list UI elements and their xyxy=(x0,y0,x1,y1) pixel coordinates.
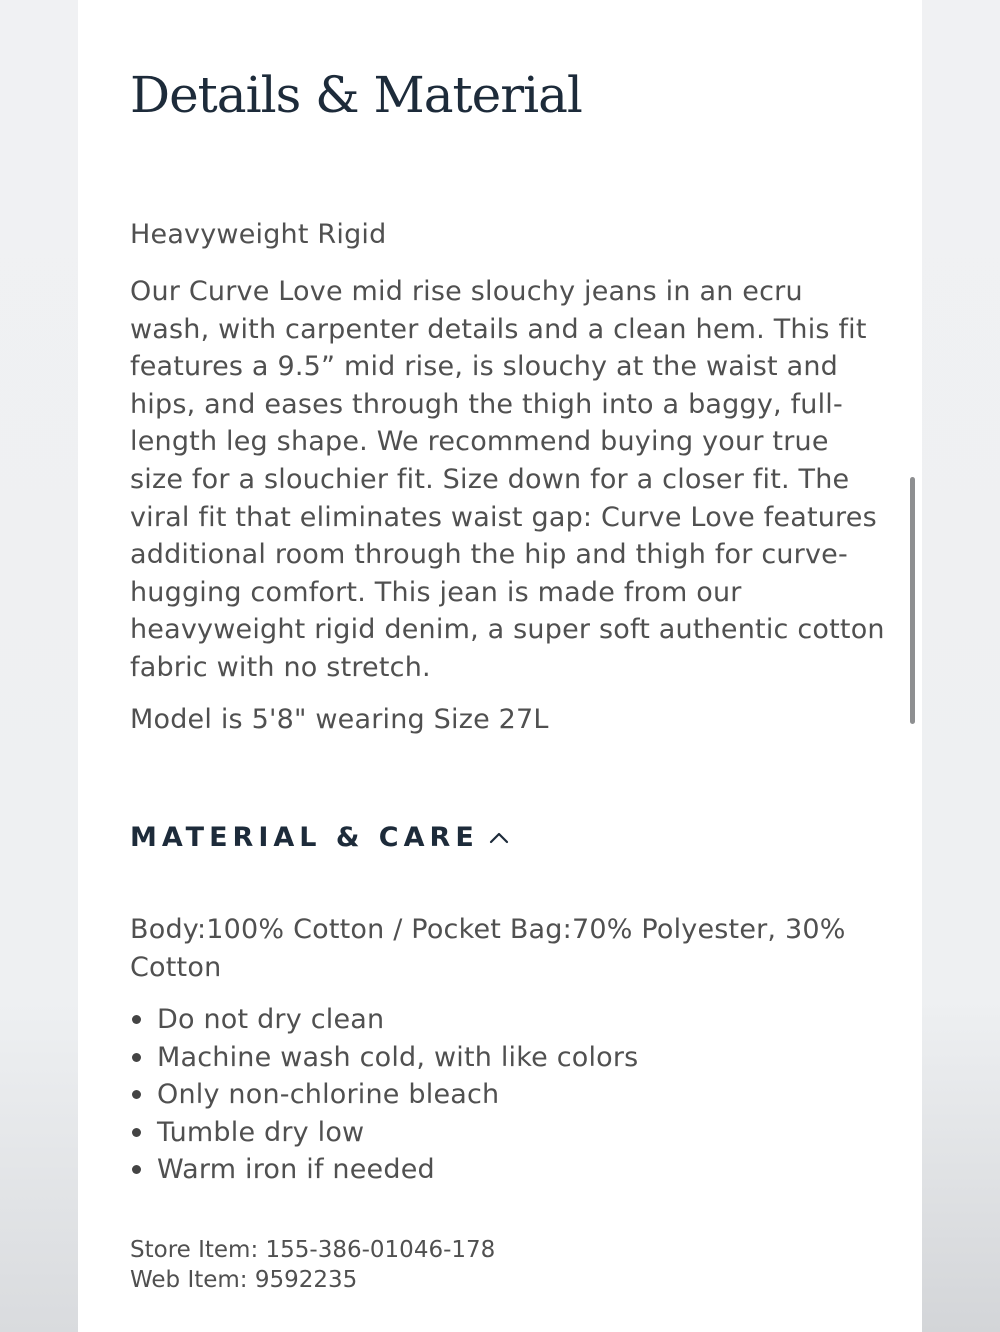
section-title: Details & Material xyxy=(130,66,582,124)
care-instruction: Do not dry clean xyxy=(157,1004,385,1035)
product-description: Our Curve Love mid rise slouchy jeans in an ecru wash, with carpenter details and a clean hem. This fit features a 9.5” mid rise, is slouchy at the waist and hips, and eases through the thigh into a baggy, full-length leg shape. We recommend buying your true size for a slouchier fit. Size down for a closer fit. The viral fit that eliminates waist gap: Curve Love features additional room through the hip and thigh for curve-hugging comfort. This jean is made from our heavyweight rigid denim, a super soft authentic cotton fabric with no stretch. xyxy=(130,276,885,683)
bullet-icon xyxy=(132,1128,141,1137)
scrollbar-thumb[interactable] xyxy=(910,477,915,724)
care-instructions-list xyxy=(130,1001,638,1189)
list-item xyxy=(130,1114,638,1152)
list-item xyxy=(130,1001,638,1039)
material-care-toggle[interactable] xyxy=(130,822,511,853)
bullet-icon xyxy=(132,1015,141,1024)
item-identifiers xyxy=(130,1235,495,1295)
page-background-right xyxy=(922,0,1000,1332)
model-note: Model is 5'8" wearing Size 27L xyxy=(130,704,549,735)
material-composition: Body:100% Cotton / Pocket Bag:70% Polyester, 30% Cotton xyxy=(130,914,846,983)
web-item-id: Web Item: 9592235 xyxy=(130,1267,358,1293)
list-item xyxy=(130,1039,638,1077)
store-item-id: Store Item: 155-386-01046-178 xyxy=(130,1237,496,1263)
bullet-icon xyxy=(132,1165,141,1174)
bullet-icon xyxy=(132,1090,141,1099)
product-subtitle: Heavyweight Rigid xyxy=(130,219,387,250)
bullet-icon xyxy=(132,1053,141,1062)
chevron-up-icon xyxy=(487,826,511,850)
care-instruction: Machine wash cold, with like colors xyxy=(157,1041,639,1073)
details-panel xyxy=(78,0,922,1332)
care-instruction: Tumble dry low xyxy=(157,1116,365,1148)
material-care-header: MATERIAL & CARE xyxy=(130,822,479,853)
page-background-left xyxy=(0,0,78,1332)
list-item xyxy=(130,1151,638,1189)
list-item xyxy=(130,1076,638,1114)
care-instruction: Only non-chlorine bleach xyxy=(157,1079,500,1110)
care-instruction: Warm iron if needed xyxy=(157,1154,435,1185)
